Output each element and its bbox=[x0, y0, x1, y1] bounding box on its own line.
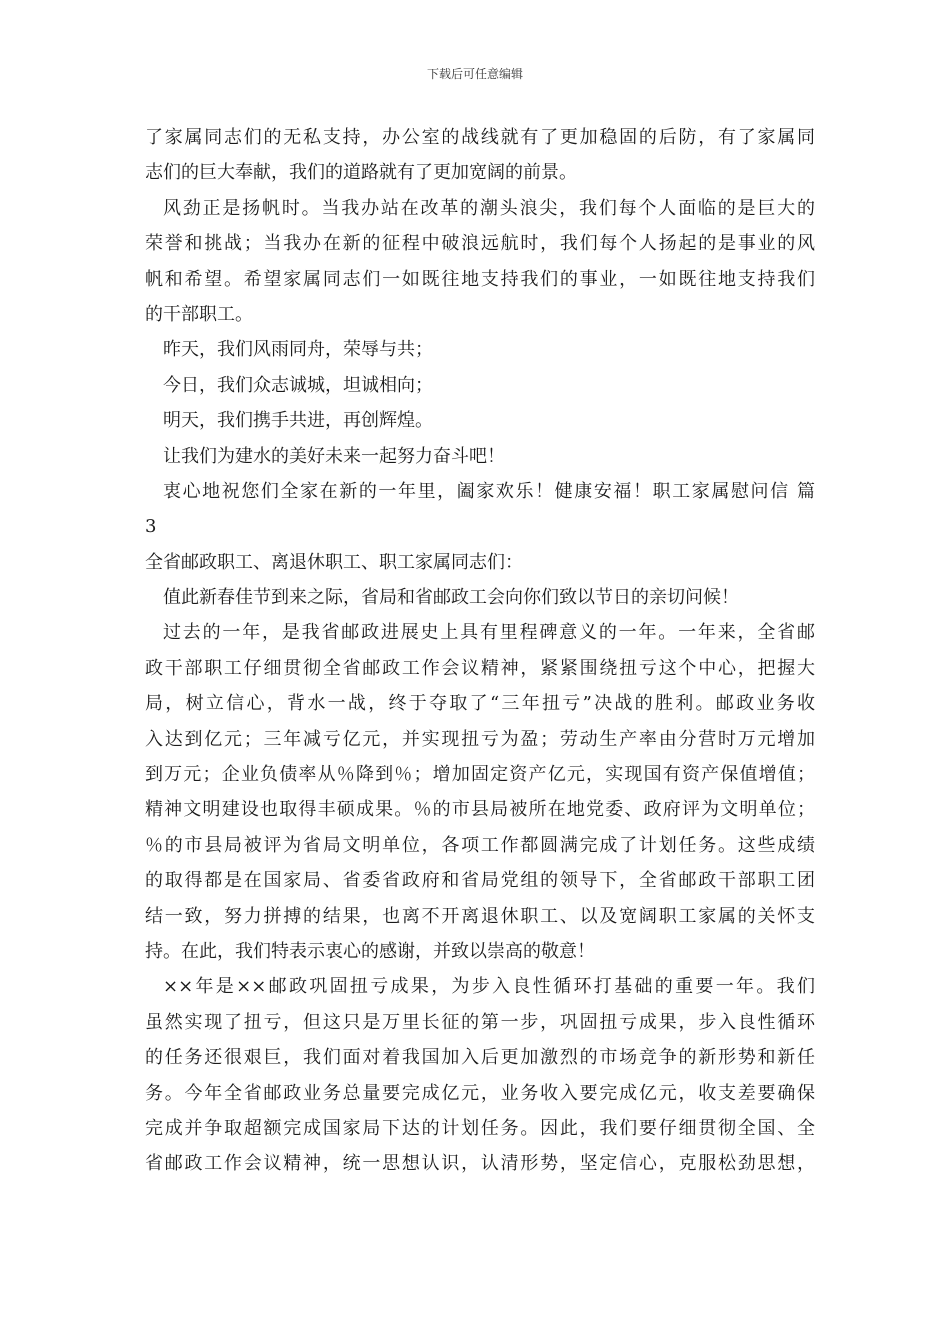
text-line: ％的市县局被评为省局文明单位，各项工作都圆满完成了计划任务。这些成绩 bbox=[145, 834, 815, 856]
text-line: 的干部职工。 bbox=[145, 303, 253, 325]
text-line: 省邮政工作会议精神，统一思想认识，认清形势，坚定信心，克服松劲思想， bbox=[145, 1153, 815, 1175]
text-line: 过去的一年，是我省邮政进展史上具有里程碑意义的一年。一年来，全省邮 bbox=[163, 622, 815, 644]
text-line: ××年是××邮政巩固扭亏成果，为步入良性循环打基础的重要一年。我们 bbox=[163, 976, 815, 998]
text-line: 荣誉和挑战；当我办在新的征程中破浪远航时，我们每个人扬起的是事业的风 bbox=[145, 233, 815, 255]
text-line: 全省邮政职工、离退休职工、职工家属同志们： bbox=[145, 551, 523, 573]
text-line: 虽然实现了扭亏，但这只是万里长征的第一步，巩固扭亏成果，步入良性循环 bbox=[145, 1011, 815, 1033]
text-line: 政干部职工仔细贯彻全省邮政工作会议精神，紧紧围绕扭亏这个中心，把握大 bbox=[145, 657, 815, 679]
text-line: 精神文明建设也取得丰硕成果。％的市县局被所在地党委、政府评为文明单位； bbox=[145, 799, 815, 821]
text-line: 今日，我们众志诚城，坦诚相向； bbox=[163, 374, 433, 396]
text-line: 到万元；企业负债率从％降到％；增加固定资产亿元，实现国有资产保值增值； bbox=[145, 764, 815, 786]
text-line: 3 bbox=[145, 516, 157, 538]
text-line: 持。在此，我们特表示衷心的感谢，并致以崇高的敬意！ bbox=[145, 940, 595, 962]
text-line: 衷心地祝您们全家在新的一年里，阖家欢乐！健康安福！职工家属慰问信 篇 bbox=[163, 480, 815, 502]
text-line: 风劲正是扬帆时。当我办站在改革的潮头浪尖，我们每个人面临的是巨大的 bbox=[163, 197, 815, 219]
text-line: 结一致，努力拼搏的结果，也离不开离退休职工、以及宽阔职工家属的关怀支 bbox=[145, 905, 815, 927]
text-line: 昨天，我们风雨同舟，荣辱与共； bbox=[163, 339, 433, 361]
text-line: 完成并争取超额完成国家局下达的计划任务。因此，我们要仔细贯彻全国、全 bbox=[145, 1117, 815, 1139]
text-line: 了家属同志们的无私支持，办公室的战线就有了更加稳固的后防，有了家属同 bbox=[145, 127, 815, 148]
text-line: 的取得都是在国家局、省委省政府和省局党组的领导下，全省邮政干部职工团 bbox=[145, 870, 815, 892]
text-line: 局，树立信心，背水一战，终于夺取了“三年扭亏”决战的胜利。邮政业务收 bbox=[145, 693, 815, 715]
text-line: 志们的巨大奉献，我们的道路就有了更加宽阔的前景。 bbox=[145, 162, 577, 184]
text-line: 的任务还很艰巨，我们面对着我国加入后更加激烈的市场竞争的新形势和新任 bbox=[145, 1047, 815, 1069]
text-line: 入达到亿元；三年减亏亿元，并实现扭亏为盈；劳动生产率由分营时万元增加 bbox=[145, 728, 815, 750]
page-header-note: 下载后可任意编辑 bbox=[426, 67, 523, 81]
text-line: 帆和希望。希望家属同志们一如既往地支持我们的事业，一如既往地支持我们 bbox=[145, 268, 815, 290]
text-line: 让我们为建水的美好未来一起努力奋斗吧！ bbox=[163, 445, 505, 467]
text-line: 务。今年全省邮政业务总量要完成亿元，业务收入要完成亿元，收支差要确保 bbox=[145, 1082, 815, 1104]
text-line: 明天，我们携手共进，再创辉煌。 bbox=[163, 410, 433, 432]
text-line: 值此新春佳节到来之际，省局和省邮政工会向你们致以节日的亲切问候！ bbox=[163, 587, 739, 609]
document-body bbox=[145, 120, 815, 1182]
